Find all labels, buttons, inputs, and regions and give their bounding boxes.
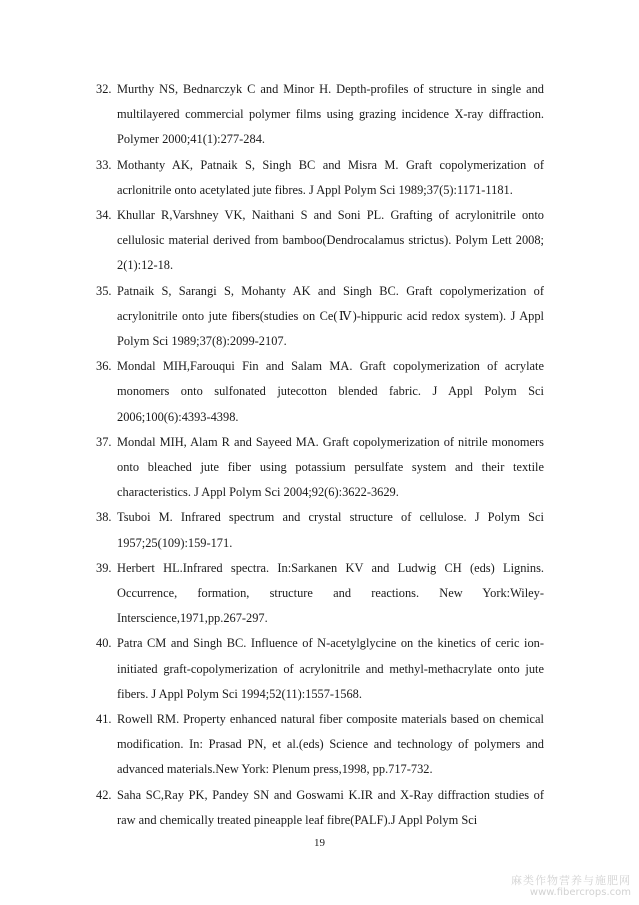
reference-text: Herbert HL.Infrared spectra. In:Sarkanen KV and Ludwig CH (eds) Lignins. Occurrence, formation, structure and reactions. New York:Wiley-Interscience,1971,pp.267-297. (117, 560, 544, 626)
reference-text: Mondal MIH, Alam R and Sayeed MA. Graft copolymerization of nitrile monomers onto bleached jute fiber using potassium persulfate system and their textile characteristics. J Appl Polym Sci 2004;92(6):3622-3629. (117, 434, 544, 500)
reference-item (96, 556, 544, 632)
reference-item (96, 279, 544, 355)
reference-item (96, 203, 544, 279)
reference-item (96, 77, 544, 153)
reference-number: 33. (96, 157, 112, 172)
reference-number: 40. (96, 636, 112, 651)
reference-number: 37. (96, 434, 112, 449)
reference-text: Patra CM and Singh BC. Influence of N-acetylglycine on the kinetics of ceric ion-initiated graft-copolymerization of acrylonitrile and methyl-methacrylate onto jute fibers. J Appl Polym Sci 1994;52(11):1557-1568. (117, 636, 544, 701)
reference-item (96, 783, 544, 833)
watermark-name: 麻类作物营养与施肥网 (511, 874, 631, 887)
reference-number: 38. (96, 510, 112, 525)
reference-number: 32. (96, 82, 112, 96)
reference-number: 35. (96, 283, 112, 298)
page-number: 19 (314, 837, 325, 849)
reference-item (96, 505, 544, 555)
watermark (511, 875, 631, 899)
reference-text: Khullar R,Varshney VK, Naithani S and Soni PL. Grafting of acrylonitrile onto cellulosic material derived from bamboo(Dendrocalamus strictus). Polym Lett 2008; 2(1):12-18. (117, 208, 544, 273)
reference-item (96, 707, 544, 783)
reference-text: Saha SC,Ray PK, Pandey SN and Goswami K.IR and X-Ray diffraction studies of raw and chemically treated pineapple leaf fibre(PALF).J Appl Polym Sci (117, 787, 544, 827)
reference-text: Mothanty AK, Patnaik S, Singh BC and Misra M. Graft copolymerization of acrlonitrile onto acetylated jute fibres. J Appl Polym Sci 1989;37(5):1171-1181. (117, 157, 544, 197)
reference-text: Patnaik S, Sarangi S, Mohanty AK and Singh BC. Graft copolymerization of acrylonitrile onto jute fibers(studies on Ce(Ⅳ)-hippuric acid redox system). J Appl Polym Sci 1989;37(8):2099-2107. (117, 283, 544, 349)
reference-list (96, 77, 544, 833)
reference-number: 41. (96, 712, 112, 727)
reference-item (96, 631, 544, 707)
reference-text: Murthy NS, Bednarczyk C and Minor H. Depth-profiles of structure in single and multilayered commercial polymer films using grazing incidence X-ray diffraction. Polymer 2000;41(1):277-284. (117, 82, 544, 147)
reference-item (96, 354, 544, 430)
reference-number: 42. (96, 787, 112, 802)
reference-number: 39. (96, 560, 112, 575)
watermark-url: www.fibercrops.com (529, 887, 631, 898)
reference-number: 34. (96, 208, 112, 223)
reference-text: Rowell RM. Property enhanced natural fiber composite materials based on chemical modification. In: Prasad PN, et al.(eds) Science and technology of polymers and advanced materials.New York: Plenum press,1998, pp.717-732. (117, 712, 544, 777)
reference-item (96, 153, 544, 203)
reference-text: Tsuboi M. Infrared spectrum and crystal structure of cellulose. J Polym Sci 1957;25(109):159-171. (117, 510, 544, 550)
reference-number: 36. (96, 359, 112, 374)
reference-text: Mondal MIH,Farouqui Fin and Salam MA. Graft copolymerization of acrylate monomers onto sulfonated jutecotton blended fabric. J Appl Polym Sci 2006;100(6):4393-4398. (117, 359, 544, 424)
reference-item (96, 430, 544, 506)
